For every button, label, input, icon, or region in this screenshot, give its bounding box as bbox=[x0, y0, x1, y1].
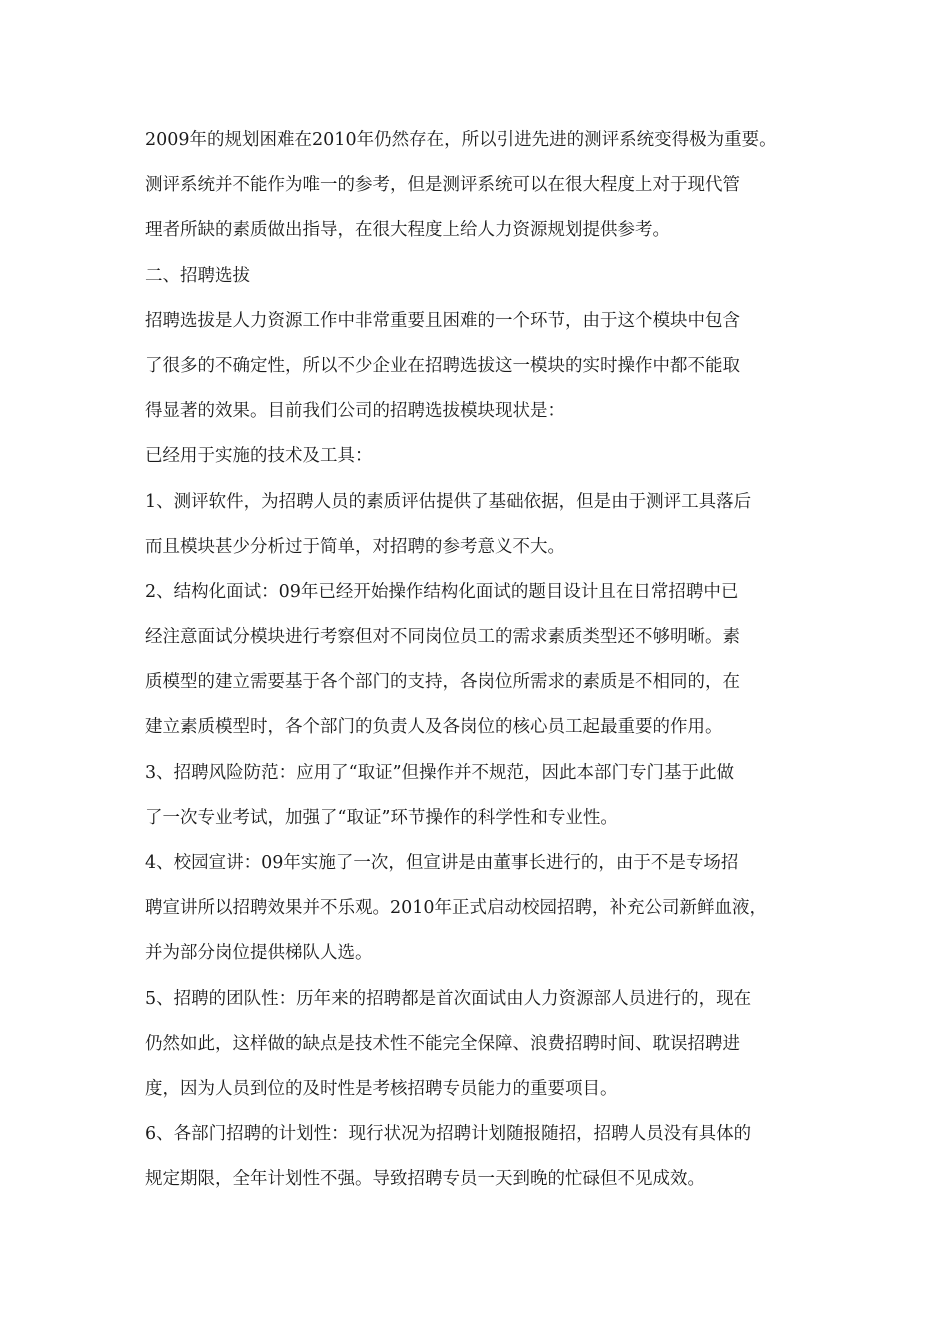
text-line: 测评系统并不能作为唯一的参考，但是测评系统可以在很大程度上对于现代管 bbox=[145, 175, 740, 196]
text-line: 了很多的不确定性，所以不少企业在招聘选拔这一模块的实时操作中都不能取 bbox=[145, 355, 740, 376]
text-line: 聘宣讲所以招聘效果并不乐观。2010年正式启动校园招聘，补充公司新鲜血液， bbox=[145, 898, 768, 919]
text-line: 了一次专业考试，加强了“取证”环节操作的科学性和专业性。 bbox=[145, 807, 618, 828]
text-line: 2009年的规划困难在2010年仍然存在，所以引进先进的测评系统变得极为重要。 bbox=[145, 130, 777, 150]
text-line: 建立素质模型时，各个部门的负责人及各岗位的核心员工起最重要的作用。 bbox=[145, 717, 723, 738]
text-line: 规定期限，全年计划性不强。导致招聘专员一天到晚的忙碌但不见成效。 bbox=[145, 1169, 705, 1190]
text-line: 招聘选拔是人力资源工作中非常重要且困难的一个环节，由于这个模块中包含 bbox=[145, 310, 740, 331]
text-line: 得显著的效果。目前我们公司的招聘选拔模块现状是： bbox=[145, 401, 565, 422]
list-item-5: 5、招聘的团队性：历年来的招聘都是首次面试由人力资源部人员进行的，现在 bbox=[145, 988, 752, 1009]
list-item-4: 4、校园宣讲：09年实施了一次，但宣讲是由董事长进行的，由于不是专场招 bbox=[145, 853, 739, 873]
text-line: 经注意面试分模块进行考察但对不同岗位员工的需求素质类型还不够明晰。素 bbox=[145, 627, 740, 648]
list-item-3: 3、招聘风险防范：应用了“取证”但操作并不规范，因此本部门专门基于此做 bbox=[145, 762, 735, 783]
document-body bbox=[145, 118, 845, 1203]
text-line: 并为部分岗位提供梯队人选。 bbox=[145, 943, 373, 964]
text-line: 质模型的建立需要基于各个部门的支持，各岗位所需求的素质是不相同的，在 bbox=[145, 672, 740, 693]
list-item-2: 2、结构化面试：09年已经开始操作结构化面试的题目设计且在日常招聘中已 bbox=[145, 581, 739, 602]
list-item-1: 1、测评软件，为招聘人员的素质评估提供了基础依据，但是由于测评工具落后 bbox=[145, 491, 752, 512]
section-heading: 二、招聘选拔 bbox=[145, 265, 250, 286]
text-line: 仍然如此，这样做的缺点是技术性不能完全保障、浪费招聘时间、耽误招聘进 bbox=[145, 1033, 740, 1054]
text-line: 已经用于实施的技术及工具： bbox=[145, 446, 373, 467]
text-line: 度，因为人员到位的及时性是考核招聘专员能力的重要项目。 bbox=[145, 1078, 618, 1099]
text-line: 理者所缺的素质做出指导，在很大程度上给人力资源规划提供参考。 bbox=[145, 220, 670, 241]
list-item-6: 6、各部门招聘的计划性：现行状况为招聘计划随报随招，招聘人员没有具体的 bbox=[145, 1124, 752, 1145]
text-line: 而且模块甚少分析过于简单，对招聘的参考意义不大。 bbox=[145, 536, 565, 557]
